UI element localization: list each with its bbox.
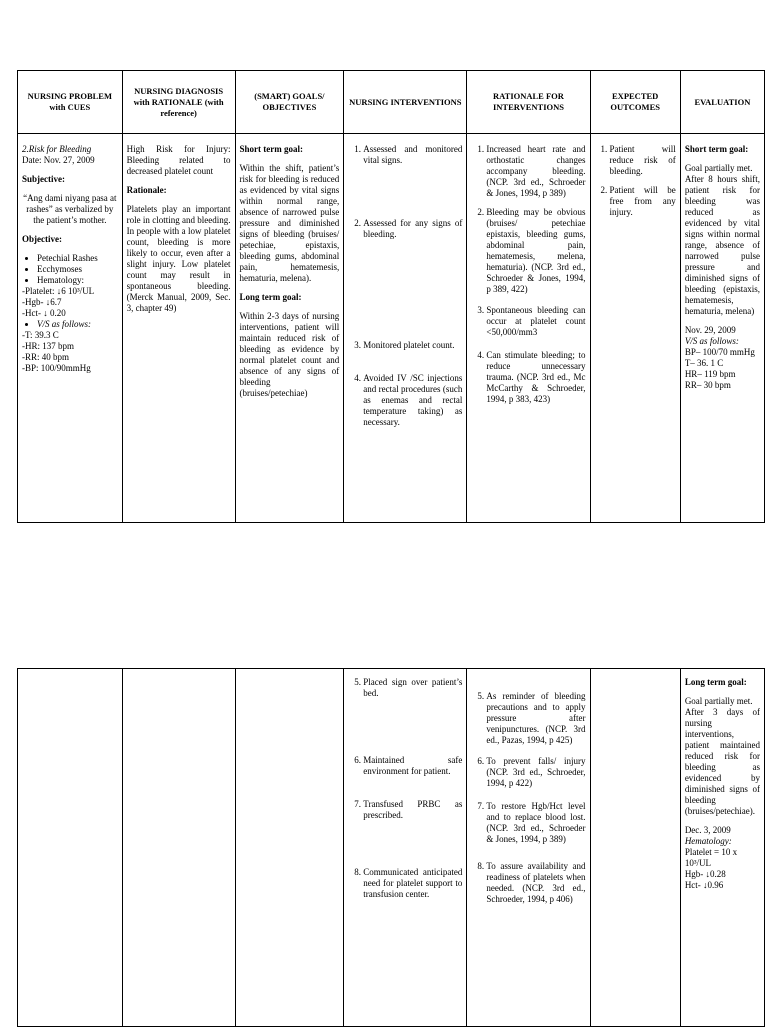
list-item: 7. To restore Hgb/Hct level and to replace blood lost. (NCP. 3rd ed., Schroeder & Jones, 1994, p 389) (486, 801, 585, 845)
hematology-line: -Platelet: ↓6 10³/UL (22, 286, 95, 296)
list-item: 7. Transfused PRBC as prescribed. (363, 799, 462, 821)
list-item: 2. Patient will be free from any injury. (610, 185, 676, 218)
header-expected-outcomes: EXPECTED OUTCOMES (590, 71, 680, 134)
eval-hema-line: Hgb- ↓0.28 (684, 869, 726, 879)
diagnosis-rationale: Platelets play an important role in clotting and bleeding. In people with a low platelet count, bleeding is more likely to occur, even after a slight injury. Low platelet count may result in spontaneous bleeding. (Merck Manual, 2009, Sec. 3, chapter 49) (126, 204, 231, 313)
vs-line: -RR: 40 bpm (22, 352, 70, 362)
eval-short-text: After 8 hours shift, patient risk for bleeding was reduced as evidenced by vital signs within normal range, absence of narrowed pulse pressure and diminished signs of bleeding (epistaxis, hematemesis, hematuria, melena) (684, 174, 760, 316)
list-item: • V/S as follows: (37, 319, 118, 330)
cell-goals (235, 134, 344, 523)
list-item: 5. As reminder of bleeding precautions and to apply pressure after venipunctures. (NCP. 3rd ed., Pazas, 1994, p 425) (486, 691, 585, 746)
list-item: 4. Can stimulate bleeding; to reduce unnecessary trauma. (NCP. 3rd ed., Mc McCarthy & Schroeder, 1994, p 383, 423) (486, 350, 585, 405)
vs-line: -HR: 137 bpm (22, 341, 75, 351)
problem-date: Date: Nov. 27, 2009 (22, 155, 95, 165)
subjective-quote: “Ang dami niyang pasa at rashes” as verbalized by the patient’s mother. (23, 193, 117, 225)
list-item: • Petechial Rashes (37, 253, 118, 264)
list-item: 3. Spontaneous bleeding can occur at platelet count <50,000/mm3 (486, 305, 585, 338)
vs-line: -T: 39.3 C (22, 330, 59, 340)
eval-long-date: Dec. 3, 2009 (684, 825, 731, 835)
long-goal-text: Within 2-3 days of nursing interventions, patient will maintain reduced risk of bleeding as evidence by normal platelet count and absence of any signs of bleeding (bruises/petechiae) (239, 311, 340, 398)
eval-vs-line: BP– 100/70 mmHg (684, 347, 755, 357)
objective-list (22, 253, 118, 286)
table-row (18, 669, 765, 1027)
eval-vs-line: T– 36. 1 C (684, 358, 724, 368)
list-item: 6. Maintained safe environment for patient. (363, 755, 462, 777)
eval-vs-line: HR– 119 bpm (684, 369, 736, 379)
cell-rationales (467, 134, 590, 523)
eval-hema-line: Hct- ↓0.96 (684, 880, 724, 890)
list-item: 1. Increased heart rate and orthostatic changes accompany bleeding. (NCP. 3rd ed., Schroeder & Jones, 1994, p 389) (486, 144, 585, 199)
list-item: 2. Bleeding may be obvious (bruises/ petechiae epistaxis, bleeding gums, abdominal pain, hematemesis, melena, hematuria). (NCP. 3rd ed., Schroeder & Jones, 1994, p 389, 422) (486, 207, 585, 295)
cell-empty (18, 669, 123, 1027)
list-item: 3. Monitored platelet count. (363, 340, 462, 351)
cell-nursing-diagnosis (122, 134, 235, 523)
cell-expected-outcomes (590, 134, 680, 523)
diagnosis-statement: High Risk for Injury: Bleeding related to decreased platelet count (126, 144, 231, 176)
header-nursing-problem: NURSING PROBLEM with CUES (18, 71, 123, 134)
short-goal-label: Short term goal: (239, 144, 303, 154)
subjective-label: Subjective: (22, 174, 65, 184)
eval-hema-label: Hematology: (684, 836, 732, 846)
list-item: 6. To prevent falls/ injury (NCP. 3rd ed., Schroeder, 1994, p 422) (486, 756, 585, 789)
eval-long-label: Long term goal: (684, 677, 747, 687)
list-item: • Ecchymoses (37, 264, 118, 275)
list-item: 8. To assure availability and readiness of platelets when needed. (NCP. 3rd ed., Schroeder, 1994, p 406) (486, 861, 585, 905)
cell-empty (122, 669, 235, 1027)
problem-title: 2.Risk for Bleeding (22, 144, 92, 154)
cell-nursing-problem (18, 134, 123, 523)
list-item: • Hematology: (37, 275, 118, 286)
cell-interventions (344, 134, 467, 523)
eval-hema-line: Platelet = 10 x 10³/UL (684, 847, 738, 868)
long-goal-label: Long term goal: (239, 292, 302, 302)
interventions-list (348, 677, 462, 900)
eval-vs-label: V/S as follows: (684, 336, 739, 346)
cell-empty (235, 669, 344, 1027)
list-item: 1. Patient will reduce risk of bleeding. (610, 144, 676, 177)
cell-empty (590, 669, 680, 1027)
eval-vs-line: RR– 30 bpm (684, 380, 731, 390)
vs-list (22, 319, 118, 330)
short-goal-text: Within the shift, patient’s risk for bleeding is reduced as evidenced by vital signs within normal range, absence of narrowed pulse pressure and diminished signs of bleeding (bruises/ petechiae, epistaxis, bleeding gums, abdominal pain, hematemesis, hematuria, melena). (239, 163, 340, 283)
outcomes-list (595, 144, 676, 218)
cell-evaluation (680, 134, 764, 523)
list-item: 2. Assessed for any signs of bleeding. (363, 218, 462, 240)
header-row (18, 71, 765, 134)
header-goals: (SMART) GOALS/ OBJECTIVES (235, 71, 344, 134)
header-evaluation: EVALUATION (680, 71, 764, 134)
table-row (18, 134, 765, 523)
list-item: 5. Placed sign over patient’s bed. (363, 677, 462, 699)
eval-short-label: Short term goal: (684, 144, 749, 154)
objective-label: Objective: (22, 234, 62, 244)
rationales-list (471, 691, 585, 905)
hematology-line: -Hgb- ↓6.7 (22, 297, 62, 307)
eval-long-status: Goal partially met. (684, 696, 753, 706)
header-interventions: NURSING INTERVENTIONS (344, 71, 467, 134)
list-item: 8. Communicated anticipated need for platelet support to transfusion center. (363, 867, 462, 900)
interventions-list (348, 144, 462, 428)
cell-interventions (344, 669, 467, 1027)
vs-line: -BP: 100/90mmHg (22, 363, 91, 373)
eval-long-text: After 3 days of nursing interventions, patient maintained reduced risk for bleeding as evidenced by diminished signs of bleeding (bruises/petechiae). (684, 707, 760, 816)
care-plan-table-page2 (17, 668, 765, 1027)
list-item: 4. Avoided IV /SC injections and rectal procedures (such as enemas and rectal temperature taking) as necessary. (363, 373, 462, 428)
header-nursing-diagnosis: NURSING DIAGNOSIS with RATIONALE (with reference) (122, 71, 235, 134)
care-plan-table-page1 (17, 70, 765, 523)
header-rationale: RATIONALE FOR INTERVENTIONS (467, 71, 590, 134)
eval-short-status: Goal partially met. (684, 163, 753, 173)
eval-short-date: Nov. 29, 2009 (684, 325, 736, 335)
cell-rationales (467, 669, 590, 1027)
cell-evaluation (680, 669, 764, 1027)
hematology-line: -Hct- ↓ 0.20 (22, 308, 66, 318)
rationale-label: Rationale: (126, 185, 167, 195)
rationales-list (471, 144, 585, 405)
list-item: 1. Assessed and monitored vital signs. (363, 144, 462, 166)
